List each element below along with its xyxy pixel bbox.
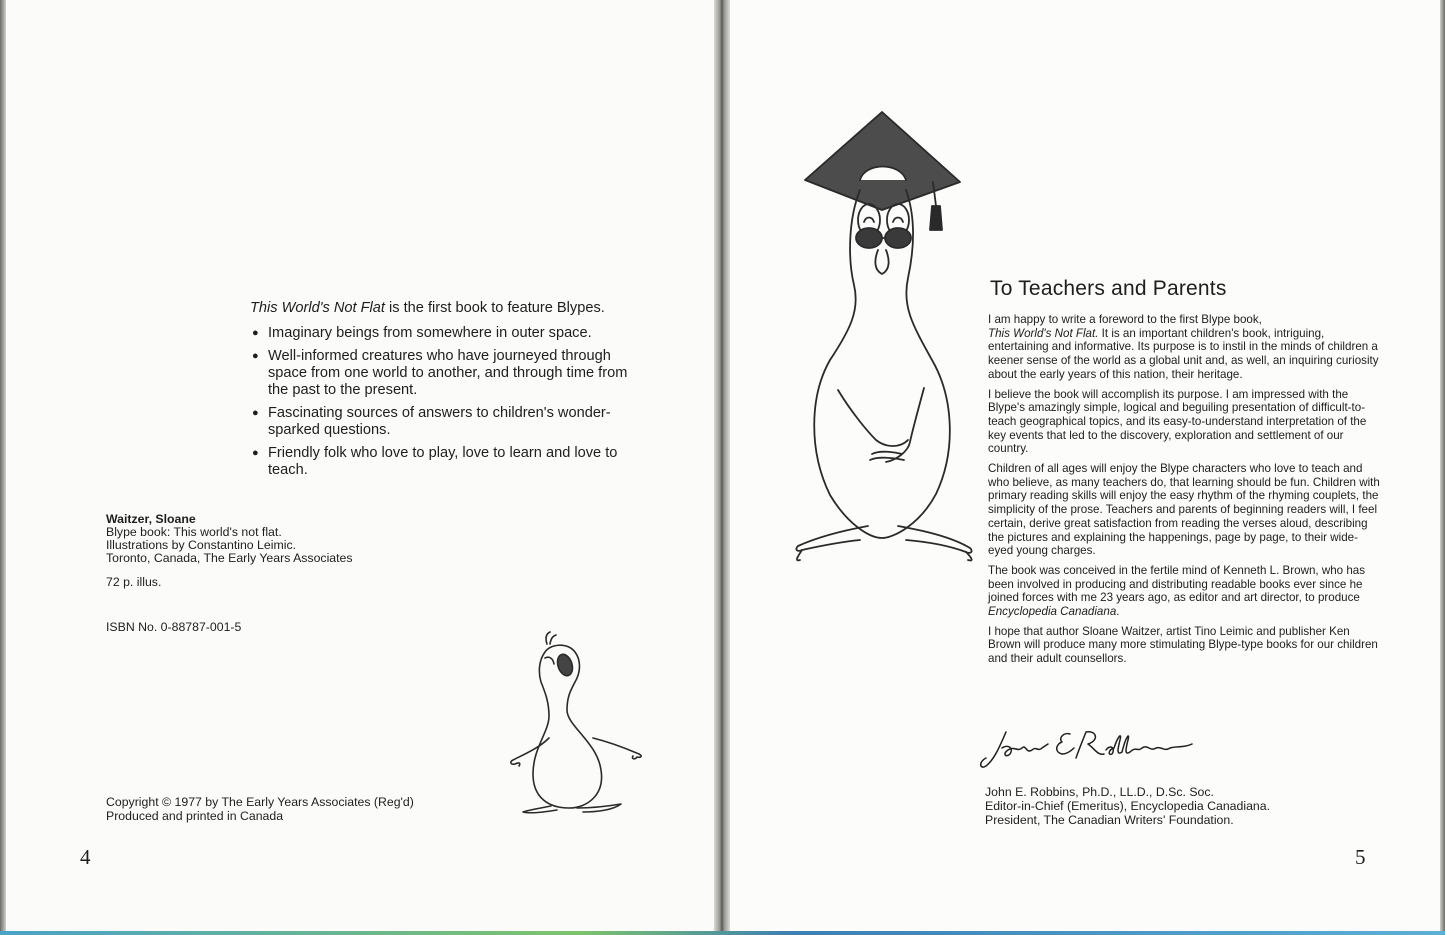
catalog-line: Blype book: This world's not flat. — [106, 525, 282, 539]
foreword-body — [988, 313, 1380, 672]
cover-edge-strip — [0, 931, 1445, 935]
right-edge — [1440, 0, 1445, 935]
foreword-paragraph — [988, 564, 1380, 619]
feature-list — [250, 325, 645, 479]
para4-encyclopedia-title: Encyclopedia Canadiana — [988, 605, 1117, 619]
copyright-line: Copyright © 1977 by The Early Years Associates (Reg'd) — [106, 795, 414, 809]
signature-line: President, The Canadian Writers' Foundation. — [985, 813, 1234, 828]
signature-line: Editor-in-Chief (Emeritus), Encyclopedia Canadiana. — [985, 799, 1271, 814]
para1-b: It is an important children's book, intriguing, entertaining and informative. Its purpose is to instil in the minds of children a keener sense of the world as a global unit and, as well, an inquiring curiosity about the early years of this nation, their heritage. — [988, 326, 1379, 381]
catalog-line: Illustrations by Constantino Leimic. — [106, 538, 297, 552]
feature-item: ● Friendly folk who love to play, love to learn and love to teach. — [250, 445, 645, 479]
page-number-left: 4 — [80, 845, 91, 869]
catalog-author: Waitzer, Sloane — [106, 512, 196, 526]
page-count: 72 p. illus. — [106, 575, 162, 589]
left-edge — [0, 0, 6, 935]
small-blype-illustration — [505, 630, 650, 825]
foreword-title: To Teachers and Parents — [990, 277, 1227, 300]
intro-line — [250, 300, 645, 317]
para4-b: . — [1116, 605, 1120, 619]
book-gutter — [714, 0, 730, 935]
intro-rest: is the first book to feature Blypes. — [384, 300, 605, 316]
book-title: This World's Not Flat — [250, 300, 385, 316]
catalog-line: Toronto, Canada, The Early Years Associates — [106, 551, 353, 565]
copyright-line: Produced and printed in Canada — [106, 809, 284, 823]
copyright — [106, 795, 414, 823]
para4-a: The book was conceived in the fertile mind of Kenneth L. Brown, who has been involved in producing and distributing readable books ever since he joined forces with me 23 years ago, as editor and art director, to produce — [988, 563, 1366, 605]
catalog-entry — [106, 513, 436, 565]
feature-item: ● Fascinating sources of answers to children's wonder-sparked questions. — [250, 405, 645, 439]
signature-block — [985, 785, 1270, 828]
foreword-paragraph: I hope that author Sloane Waitzer, artist Tino Leimic and publisher Ken Brown will produce many more stimulating Blype-type books for our children and their adult counsellors. — [988, 624, 1378, 666]
signature-line: John E. Robbins, Ph.D., LL.D., D.Sc. Soc. — [985, 785, 1214, 799]
para1-a: I am happy to write a foreword to the first Blype book, — [988, 313, 1262, 326]
page-number-right: 5 — [1355, 845, 1366, 869]
foreword-paragraph: I believe the book will accomplish its purpose. I am impressed with the Blype's amazingly simple, logical and beguiling presentation of difficult-to-teach geographical topics, and its easy-to-understand interpretation of the key events that led to the discovery, exploration and settlement of our country. — [988, 387, 1367, 456]
feature-item: ● Imaginary beings from somewhere in outer space. — [250, 325, 645, 342]
graduate-blype-illustration — [790, 110, 985, 580]
intro-block — [250, 300, 645, 485]
foreword-paragraph: Children of all ages will enjoy the Blype characters who love to teach and who believe, as many teachers do, that learning should be fun. Children with primary reading skills will enjoy the easy rhythm of the rhyming couplets, the simplicity of the prose. Teachers and parents of beginning readers will, I feel certain, derive great satisfaction from reading the verses aloud, describing the pictures and explaining the happenings, page by page, to their wide-eyed young charges. — [988, 462, 1380, 558]
isbn: ISBN No. 0-88787-001-5 — [106, 620, 242, 634]
foreword-paragraph — [988, 313, 1380, 382]
para1-book-title: This World's Not Flat. — [988, 326, 1099, 340]
feature-item: ● Well-informed creatures who have journeyed through space from one world to another, and through time from the past to the present. — [250, 348, 645, 399]
handwritten-signature — [978, 726, 1208, 774]
